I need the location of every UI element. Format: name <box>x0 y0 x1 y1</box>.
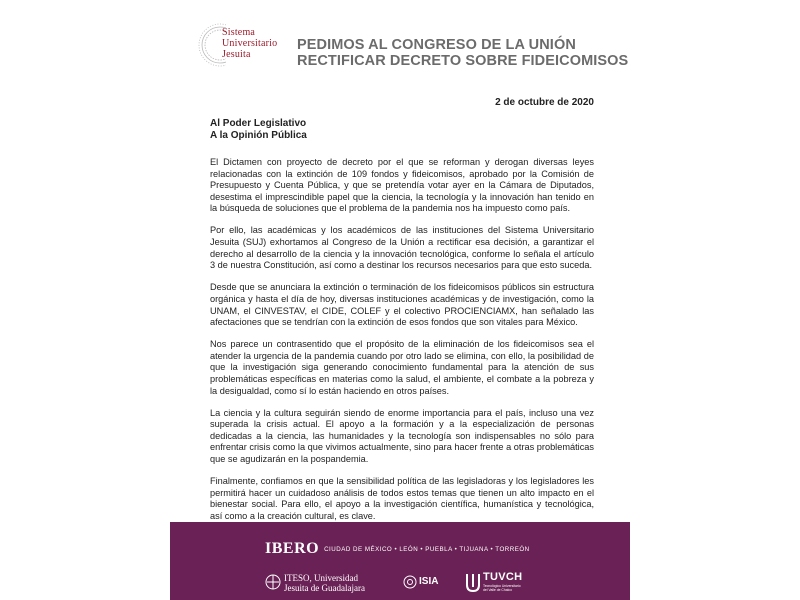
headline-line-2: RECTIFICAR DECRETO SOBRE FIDEICOMISOS <box>297 53 629 69</box>
tuvch-sub-line-2: del Valle de Chalco <box>483 588 512 592</box>
document-date: 2 de octubre de 2020 <box>495 97 594 108</box>
headline <box>297 37 629 69</box>
headline-line-1: PEDIMOS AL CONGRESO DE LA UNIÓN <box>297 37 576 53</box>
isia-wordmark: ISIA <box>419 576 439 587</box>
iteso-line-2: Jesuita de Guadalajara <box>284 583 365 593</box>
iteso-line-1: ITESO, Universidad <box>284 573 358 583</box>
paragraph: Nos parece un contrasentido que el propósito de la eliminación de los fideicomisos sea el atender la urgencia de la pandemia cuando por otro lado se elimina, con ello, la posibilidad de que la investigación siga generando conocimiento fundamental para la atención de sus problemáticas específicas en materias como la salud, el ambiente, el combate a la pobreza y la desigualdad, como sí lo están haciendo en otros países. <box>210 339 594 396</box>
logo-line-3: Jesuita <box>222 49 251 60</box>
iteso-emblem-icon <box>264 571 282 595</box>
paragraph: Desde que se anunciara la extinción o terminación de los fideicomisos públicos sin estructura orgánica y hasta el día de hoy, diversas instituciones académicas y de investigación, como la UNAM, el CINVESTAV, el CIDE, COLEF y el colectivo PROCIENCIAMX, han señalado las afectaciones que se tendrían con la extinción de esos fondos que son vitales para México. <box>210 282 594 328</box>
paragraph: Por ello, las académicas y los académicos de las instituciones del Sistema Universitario Jesuita (SUJ) exhortamos al Congreso de la Unión a rectificar esa decisión, a garantizar el derecho al desarrollo de la ciencia y la innovación tecnológica, conforme lo señala el artículo 3 de nuestra Constitución, así como a destinar los recursos necesarios para que esto suceda. <box>210 225 594 271</box>
suj-logo <box>196 20 286 70</box>
addressee-2: A la Opinión Pública <box>210 130 307 141</box>
logo-wordmark <box>222 27 277 60</box>
ibero-cities: CIUDAD DE MÉXICO • LEÓN • PUEBLA • TIJUANA • TORREÓN <box>324 545 530 553</box>
tuvch-sub-line-1: Tecnológico Universitario <box>483 584 521 588</box>
ibero-logo: IBERO <box>265 540 320 557</box>
tuvch-emblem-icon <box>464 571 482 593</box>
paragraph: La ciencia y la cultura seguirán siendo de enorme importancia para el país, incluso una vez superada la crisis actual. El apoyo a la formación y a la especialización de personas dedicadas a la ciencia, las humanidades y la tecnología son indispensables no sólo para enfrentar crisis como la que vivimos actualmente, sino para hacer frente a otras problemáticas que se agudizarán en la pospandemia. <box>210 407 594 465</box>
letter-body <box>210 157 594 533</box>
addressee-1: Al Poder Legislativo <box>210 118 307 129</box>
footer-band <box>170 522 630 600</box>
iteso-wordmark <box>284 573 365 593</box>
tuvch-subtitle <box>483 584 521 592</box>
ibero-row <box>265 541 530 557</box>
paragraph: Finalmente, confiamos en que la sensibilidad política de las legisladoras y los legisladores les permitirá hacer un cuidadoso análisis de todos estos temas que tienen un alto impacto en el bienestar social. Para ello, el apoyo a la investigación científica, humanística y tecnológica, así como a la creación cultural, es clave. <box>210 476 594 521</box>
isia-emblem-icon <box>402 571 418 593</box>
logo-line-1: Sistema <box>222 27 256 38</box>
logo-line-2: Universitario <box>222 38 278 49</box>
addressees <box>210 118 307 142</box>
tuvch-wordmark: TUVCH <box>483 571 523 583</box>
paragraph: El Dictamen con proyecto de decreto por el que se reforman y derogan diversas leyes relacionadas con la extinción de 109 fondos y fideicomisos, aprobado por la Comisión de Presupuesto y Cuenta Pública, y que se pretendía votar ayer en la Cámara de Diputados, desestima el imprescindible papel que la ciencia, la tecnología y la innovación han tenido en la búsqueda de soluciones que el problema de la pandemia nos ha impuesto como país. <box>210 157 594 214</box>
member-logos-row <box>264 571 564 595</box>
